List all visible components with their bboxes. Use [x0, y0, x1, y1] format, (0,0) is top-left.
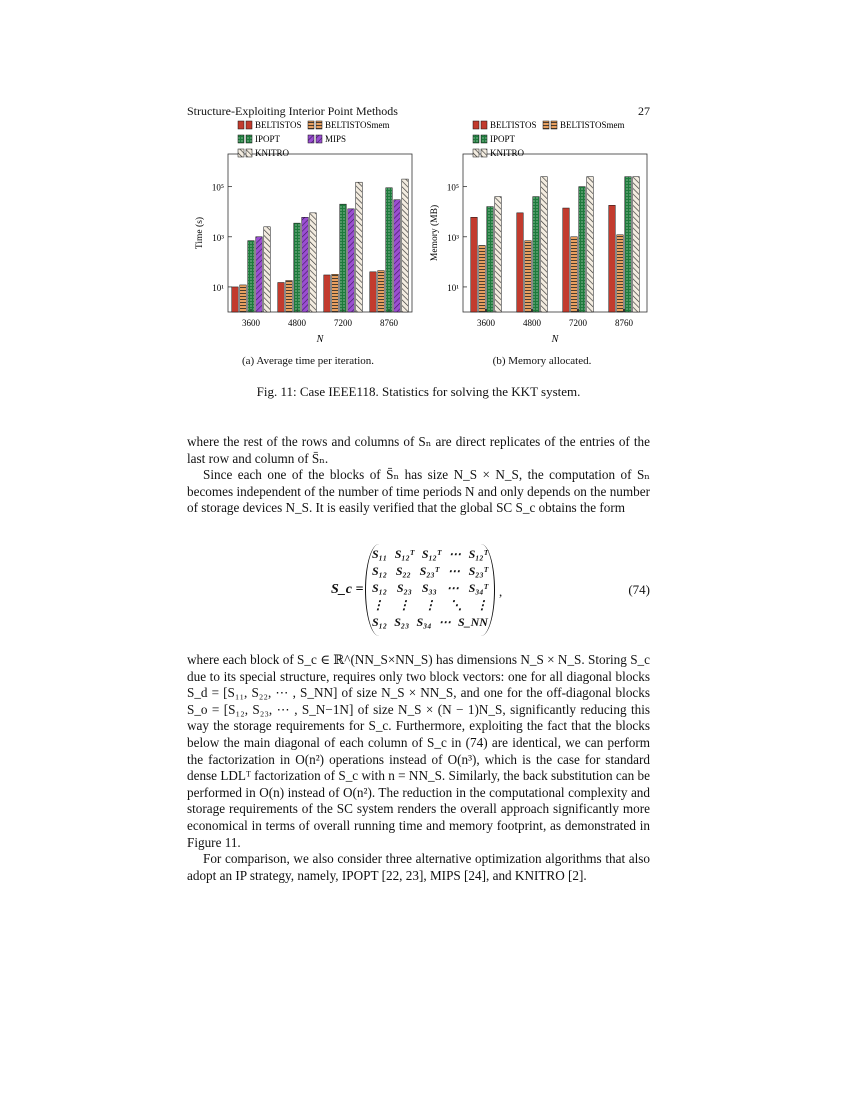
legend-label-mips: MIPS	[325, 134, 347, 144]
bar-knitro-4800	[541, 177, 548, 312]
bar-ipopt-7200	[340, 204, 347, 312]
legend-label-beltistos: BELTISTOS	[255, 120, 302, 130]
bar-mips-7200	[348, 209, 355, 312]
x-tick-label: 3600	[477, 318, 495, 328]
bar-knitro-4800	[310, 213, 317, 312]
legend-label-knitro: KNITRO	[490, 148, 524, 158]
matrix-row: ⋮ ⋮ ⋮ ⋱ ⋮	[372, 598, 488, 612]
legend-swatch-beltistosmem	[308, 121, 314, 129]
bar-mips-8760	[394, 200, 401, 312]
bar-ipopt-4800	[294, 223, 301, 312]
y-tick-label: 10⁵	[446, 182, 459, 193]
block-matrix	[365, 544, 495, 636]
bar-ipopt-3600	[487, 207, 494, 312]
bar-knitro-8760	[402, 179, 409, 312]
legend-label-beltistos: BELTISTOS	[490, 120, 537, 130]
matrix-row: S₁₂ S₂₂ S₂₃ᵀ ⋯ S₂₃ᵀ	[372, 564, 488, 578]
paragraph-1: where the rest of the rows and columns of Sₙ are direct replicates of the entries of the last row and column of S̄ₙ.	[187, 434, 650, 466]
y-tick-label: 10³	[447, 232, 459, 243]
bar-beltistosmem-3600	[240, 285, 247, 312]
bar-beltistosmem-7200	[332, 274, 339, 312]
running-title: Structure-Exploiting Interior Point Methods	[187, 104, 398, 118]
y-tick-label: 10¹	[447, 282, 459, 293]
bar-knitro-3600	[264, 227, 271, 312]
bar-knitro-7200	[587, 177, 594, 312]
x-tick-label: 7200	[569, 318, 587, 328]
bar-mips-3600	[256, 237, 263, 312]
bar-knitro-3600	[495, 197, 502, 312]
chart-time	[190, 120, 430, 350]
x-axis-label: N	[551, 334, 559, 345]
y-tick-label: 10⁵	[211, 182, 224, 193]
bar-beltistos-3600	[471, 217, 478, 312]
bar-mips-4800	[302, 217, 309, 312]
paragraph-2: Since each one of the blocks of S̄ₙ has size N_S × N_S, the computation of Sₙ becomes independent of the number of time periods N and only depends on the number of storage devices N_S. It is easily verified that the global SC S_c obtains the form	[187, 467, 650, 516]
bar-beltistosmem-3600	[479, 245, 486, 312]
y-tick-label: 10¹	[212, 282, 224, 293]
matrix-row: S₁₂ S₂₃ S₃₄ ⋯ S_NN	[372, 615, 488, 629]
legend-swatch-beltistos	[238, 121, 244, 129]
x-tick-label: 3600	[242, 318, 260, 328]
legend-label-beltistosmem: BELTISTOSmem	[325, 120, 390, 130]
legend-swatch-ipopt	[238, 135, 244, 143]
bar-knitro-8760	[633, 177, 640, 312]
bar-beltistosmem-4800	[525, 241, 532, 312]
bar-ipopt-8760	[386, 188, 393, 312]
x-tick-label: 4800	[523, 318, 541, 328]
bar-ipopt-3600	[248, 241, 255, 312]
legend-swatch-beltistos	[473, 121, 479, 129]
x-tick-label: 7200	[334, 318, 352, 328]
y-axis-label: Memory (MB)	[430, 204, 440, 262]
legend-swatch-knitro	[238, 149, 244, 157]
subcaption-a: (a) Average time per iteration.	[241, 355, 375, 367]
legend-swatch-beltistosmem	[543, 121, 549, 129]
bar-beltistos-7200	[324, 275, 331, 312]
bar-beltistos-4800	[278, 283, 285, 312]
x-tick-label: 8760	[380, 318, 398, 328]
bar-beltistosmem-8760	[617, 235, 624, 312]
legend-swatch-mips	[308, 135, 314, 143]
legend-label-ipopt: IPOPT	[255, 134, 281, 144]
x-axis-label: N	[316, 334, 324, 345]
running-header	[187, 104, 650, 119]
bar-beltistosmem-8760	[378, 271, 385, 312]
x-tick-label: 8760	[615, 318, 633, 328]
bar-beltistos-7200	[563, 208, 570, 312]
equation-number: (74)	[628, 582, 650, 597]
bar-beltistos-8760	[370, 272, 377, 312]
bar-ipopt-7200	[579, 187, 586, 312]
legend-swatch-ipopt	[473, 135, 479, 143]
equation-lhs: S_c =	[331, 582, 364, 597]
x-tick-label: 4800	[288, 318, 306, 328]
legend-label-beltistosmem: BELTISTOSmem	[560, 120, 625, 130]
bar-beltistos-4800	[517, 213, 524, 312]
page-number: 27	[638, 104, 650, 118]
legend-label-ipopt: IPOPT	[490, 134, 516, 144]
legend-swatch-knitro	[473, 149, 479, 157]
bar-beltistos-8760	[609, 205, 616, 312]
figure-caption: Fig. 11: Case IEEE118. Statistics for solving the KKT system.	[256, 384, 581, 399]
y-tick-label: 10³	[212, 232, 224, 243]
bar-beltistosmem-4800	[286, 281, 293, 312]
y-axis-label: Time (s)	[195, 216, 205, 250]
chart-memory	[425, 120, 665, 350]
bar-beltistos-3600	[232, 287, 239, 312]
paragraph-4: For comparison, we also consider three alternative optimization algorithms that also adopt an IP strategy, namely, IPOPT [22, 23], MIPS [24], and KNITRO [2].	[187, 851, 650, 883]
matrix-row: S₁₂ S₂₃ S₃₃ ⋯ S₃₄ᵀ	[372, 581, 488, 595]
bar-ipopt-4800	[533, 197, 540, 312]
bar-beltistosmem-7200	[571, 237, 578, 312]
bar-ipopt-8760	[625, 177, 632, 312]
equation-comma: ,	[499, 584, 503, 599]
bar-knitro-7200	[356, 182, 363, 312]
paragraph-3: where each block of S_c ∈ ℝ^(NN_S×NN_S) has dimensions N_S × N_S. Storing S_c due to its special structure, requires only two block vectors: one for all diagonal blocks S_d = [S₁₁, S₂₂, ⋯ , S_NN] of size N_S × NN_S, and one for the off-diagonal blocks S_o = [S₁₂, S₂₃, ⋯ , S_N−1N] of size N_S × (N − 1)N_S, significantly reducing this way the storage requirements for S_c. Furthermore, exploiting the fact that the blocks below the main diagonal of each column of S_c in (74) are identical, we can perform the factorization in O(n²) operations instead of O(n³), which is the case for standard dense LDLᵀ factorization of S_c with n = NN_S. Similarly, the back substitution can be performed in O(n) instead of O(n²). The reduction in the computational complexity and storage requirements of the SC system renders the overall approach significantly more economical in terms of overall running time and memory footprint, as demonstrated in Figure 11.	[187, 652, 650, 850]
matrix-row: S₁₁ S₁₂ᵀ S₁₂ᵀ ⋯ S₁₂ᵀ	[372, 547, 488, 561]
subcaption-b: (b) Memory allocated.	[492, 355, 592, 367]
equation-74	[187, 542, 650, 638]
legend-label-knitro: KNITRO	[255, 148, 289, 158]
